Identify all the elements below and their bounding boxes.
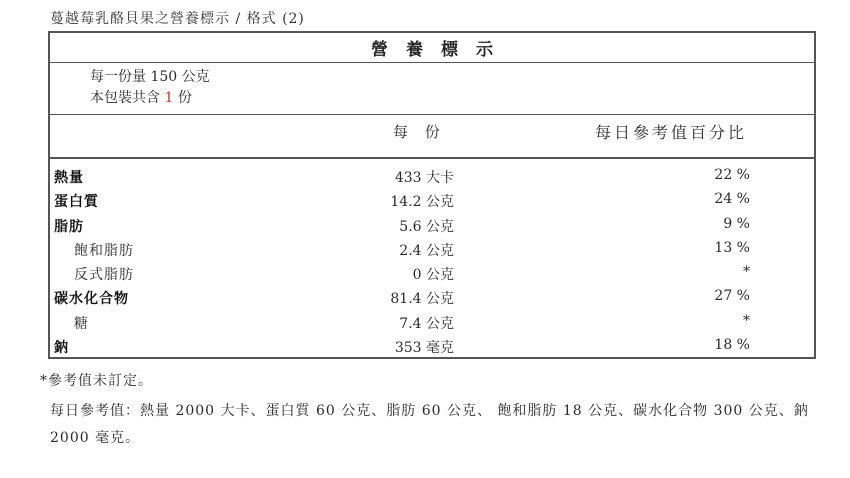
- servings-prefix: 本包裝共含: [90, 90, 165, 106]
- per-serving-header: 每 份: [393, 123, 446, 141]
- daily-reference-note: 每日參考值：熱量 2000 大卡、蛋白質 60 公克、脂肪 60 公克、 飽和脂肪 18 公克、碳水化合物 300 公克、鈉 2000 毫克。: [50, 403, 809, 446]
- nutrient-name: 蛋白質: [54, 194, 99, 211]
- nutrient-name: 飽和脂肪: [74, 242, 134, 259]
- nutrient-row: [50, 163, 814, 187]
- label-title: 營養標示: [371, 40, 511, 60]
- nutrient-daily-value: *: [743, 312, 750, 329]
- servings-per-package: [90, 88, 814, 109]
- serving-size: 每一份量 150 公克: [90, 69, 210, 85]
- nutrient-name: 脂肪: [54, 218, 84, 235]
- nutrient-amount: 353 毫克: [394, 340, 454, 357]
- daily-value-header: 每日參考值百分比: [595, 123, 748, 142]
- nutrient-row: [50, 309, 814, 333]
- nutrient-rows: [50, 159, 814, 357]
- serving-info: [50, 63, 814, 115]
- nutrient-amount: 5.6 公克: [399, 218, 454, 235]
- nutrient-daily-value: 27 %: [714, 288, 750, 305]
- nutrient-name: 反式脂肪: [74, 267, 134, 284]
- nutrient-name: 碳水化合物: [54, 291, 129, 308]
- nutrient-name: 鈉: [54, 340, 69, 357]
- servings-count: 1: [164, 90, 174, 106]
- nutrient-row: [50, 260, 814, 284]
- nutrient-amount: 433 大卡: [394, 170, 454, 186]
- footnote: *參考值未訂定。: [40, 373, 153, 389]
- nutrient-amount: 7.4 公克: [399, 315, 454, 332]
- nutrient-amount: 2.4 公克: [399, 242, 454, 259]
- nutrient-daily-value: *: [743, 264, 750, 281]
- nutrient-row: [50, 236, 814, 260]
- nutrient-amount: 14.2 公克: [390, 194, 454, 211]
- nutrient-daily-value: 18 %: [714, 337, 750, 354]
- nutrient-row: [50, 187, 814, 211]
- nutrient-daily-value: 9 %: [723, 215, 750, 232]
- nutrient-row: [50, 333, 814, 357]
- servings-suffix: 份: [173, 90, 192, 106]
- nutrient-row: [50, 212, 814, 236]
- nutrient-amount: 81.4 公克: [390, 291, 454, 308]
- document-caption: 蔓越莓乳酪貝果之營養標示 / 格式 (2): [50, 11, 305, 27]
- nutrient-daily-value: 22 %: [714, 167, 750, 183]
- nutrient-name: 熱量: [54, 170, 84, 186]
- column-header-row: [50, 115, 814, 159]
- nutrition-label: [48, 31, 816, 359]
- nutrient-daily-value: 13 %: [714, 239, 750, 256]
- label-title-row: [50, 33, 814, 63]
- nutrient-row: [50, 284, 814, 308]
- nutrient-daily-value: 24 %: [714, 191, 750, 208]
- nutrient-name: 糖: [74, 315, 89, 332]
- nutrient-amount: 0 公克: [412, 267, 454, 284]
